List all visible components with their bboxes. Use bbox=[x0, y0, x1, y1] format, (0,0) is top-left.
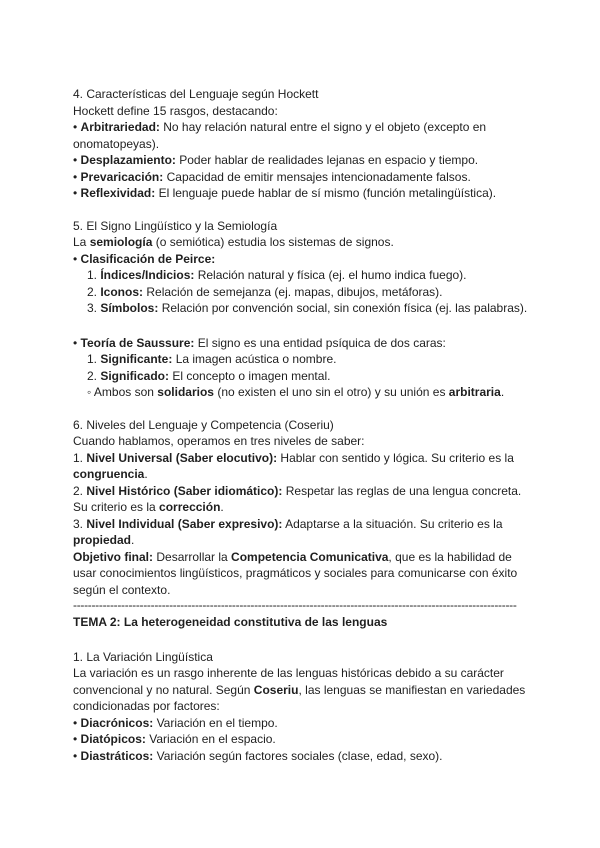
coseriu-intro: Cuando hablamos, operamos en tres niveles de saber: bbox=[73, 434, 365, 448]
tema-2-title: TEMA 2: La heterogeneidad constitutiva de las lenguas bbox=[73, 615, 388, 629]
objetivo-final: Objetivo final: Desarrollar la Competencia Comunicativa, que es la habilidad de usar conocimientos lingüísticos, pragmáticos y sociales para comunicarse con éxito según el contexto. bbox=[73, 549, 518, 597]
list-item: 1. Nivel Universal (Saber elocutivo): Hablar con sentido y lógica. Su criterio es la congruencia. bbox=[73, 450, 514, 481]
list-item: 3. Símbolos: Relación por convención social, sin conexión física (ej. las palabras). bbox=[87, 301, 528, 315]
saussure-heading: • Teoría de Saussure: El signo es una entidad psíquica de dos caras: bbox=[73, 335, 446, 350]
section-title-signo: 5. El Signo Lingüístico y la Semiología bbox=[73, 218, 278, 233]
document-page bbox=[73, 86, 533, 764]
hockett-intro: Hockett define 15 rasgos, destacando: bbox=[73, 103, 278, 118]
solidarios-note: ◦ Ambos son solidarios (no existen el uno sin el otro) y su unión es arbitraria. bbox=[87, 385, 505, 399]
list-item: 3. Nivel Individual (Saber expresivo): Adaptarse a la situación. Su criterio es la propiedad. bbox=[73, 516, 503, 547]
list-item: 2. Significado: El concepto o imagen mental. bbox=[87, 368, 331, 383]
peirce-heading: • Clasificación de Peirce: bbox=[73, 251, 216, 266]
list-item: 2. Nivel Histórico (Saber idiomático): Respetar las reglas de una lengua concreta. Su criterio es la corrección. bbox=[73, 483, 522, 514]
list-item: 1. Índices/Indicios: Relación natural y física (ej. el humo indica fuego). bbox=[87, 268, 467, 282]
separator-line: ------------------------------------------------------------------------------------------------------------------------ bbox=[73, 598, 517, 612]
list-item: 1. Significante: La imagen acústica o nombre. bbox=[87, 352, 337, 366]
list-item: • Prevaricación: Capacidad de emitir mensajes intencionadamente falsos. bbox=[73, 169, 471, 184]
list-item: • Reflexividad: El lenguaje puede hablar de sí mismo (función metalingüística). bbox=[73, 186, 497, 200]
list-item: 2. Iconos: Relación de semejanza (ej. mapas, dibujos, metáforas). bbox=[87, 284, 443, 299]
list-item: • Diacrónicos: Variación en el tiempo. bbox=[73, 715, 278, 730]
signo-intro: La semiología (o semiótica) estudia los sistemas de signos. bbox=[73, 235, 394, 249]
list-item: • Diastráticos: Variación según factores sociales (clase, edad, sexo). bbox=[73, 748, 443, 763]
list-item: • Arbitrariedad: No hay relación natural entre el signo y el objeto (excepto en onomatopeyas). bbox=[73, 120, 487, 151]
section-title-hockett: 4. Características del Lenguaje según Hockett bbox=[73, 87, 319, 101]
section-title-coseriu: 6. Niveles del Lenguaje y Competencia (Coseriu) bbox=[73, 417, 334, 432]
section-title-variacion: 1. La Variación Lingüística bbox=[73, 649, 213, 664]
variacion-intro: La variación es un rasgo inherente de las lenguas históricas debido a su carácter convencional y no natural. Según Coseriu, las lenguas se manifiestan en variedades condicionadas por factores: bbox=[73, 666, 526, 713]
list-item: • Diatópicos: Variación en el espacio. bbox=[73, 732, 276, 746]
list-item: • Desplazamiento: Poder hablar de realidades lejanas en espacio y tiempo. bbox=[73, 153, 479, 167]
